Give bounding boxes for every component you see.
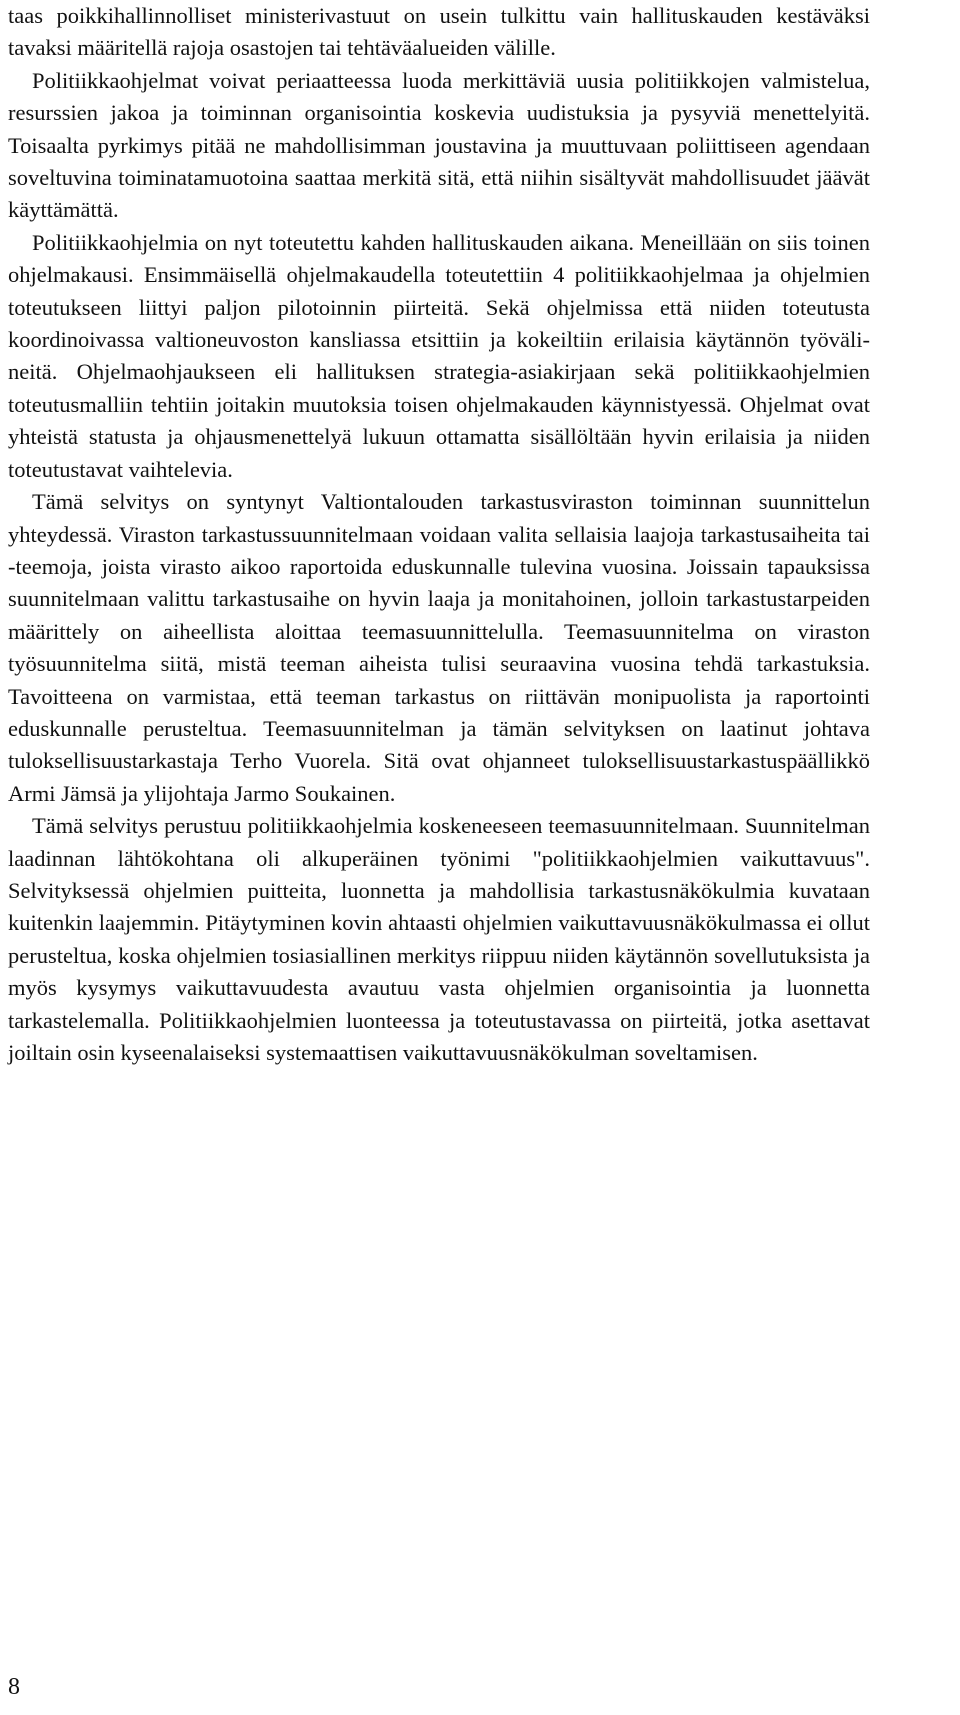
paragraph-selvitys-tausta: Tämä selvitys on syntynyt Valtiontalouden tarkastusviraston toiminnan suunnittelun yhteydessä. Viraston tarkastussuunnitelmaan voidaan valita sellaisia laajoja tarkastusaiheita tai -teemoja, joista virasto aikoo raportoida eduskunnalle tulevina vuosina. Joissain tapauksissa suunnitelmaan valittu tarkastusaihe on hyvin laaja ja monitahoinen, jolloin tarkastustarpeiden määrittely on aiheellista aloittaa teemasuunnittelulla. Teemasuunnitelma on viraston työsuunnitelma siitä, mistä teeman aiheista tulisi seuraavina vuosina tehdä tarkastuksia. Tavoitteena on varmistaa, että teeman tarkastus on riittävän monipuolista ja raportointi eduskunnalle perusteltua. Teemasuunnitelman ja tämän selvityksen on laatinut johtava tuloksellisuustarkastaja Terho Vuorela. Sitä ovat ohjanneet tuloksellisuustarkastuspäällikkö Armi Jämsä ja ylijohtaja Jarmo Soukainen. bbox=[8, 489, 870, 806]
paragraph-politiikkaohjelmat: Politiikkaohjelmat voivat periaatteessa luoda merkittäviä uusia politiikkojen valmistelua, resurssien jakoa ja toiminnan organisointia koskevia uudistuksia ja pysyviä menettelyitä. Toisaalta pyrkimys pitää ne mahdollisimman joustavina ja muuttuvaan poliittiseen agendaan soveltuvina toiminatamuotoina saattaa merkitä sitä, että niihin sisältyvät mahdollisuudet jäävät käyttämättä. bbox=[8, 67, 870, 223]
paragraph-selvitys-perusta: Tämä selvitys perustuu politiikkaohjelmia koskeneeseen teemasuunnitelmaan. Suunnitelman laadinnan lähtökohtana oli alkuperäinen työnimi "politiikkaohjelmien vaikuttavuus". Selvityksessä ohjelmien puitteita, luonnetta ja mahdollisia tarkastusnäkökulmia kuvataan kuitenkin laajemmin. Pitäytyminen kovin ahtaasti ohjelmien vaikuttavuusnäkökulmassa ei ollut perusteltua, koska ohjelmien tosiasiallinen merkitys riippuu niiden käytännön sovellutuksista ja myös kysymys vaikuttavuudesta avautuu vasta ohjelmien organisointia ja luonnetta tarkastelemalla. Politiikkaohjelmien luonteessa ja toteutustavassa on piirteitä, jotka asettavat joiltain osin kyseenalaiseksi systemaattisen vaikuttavuusnäkökulman soveltamisen. bbox=[8, 813, 870, 1065]
document-body bbox=[8, 0, 870, 1069]
page-number: 8 bbox=[8, 1674, 20, 1700]
paragraph-continuation: taas poikkihallinnolliset ministerivastuut on usein tulkittu vain hallituskauden kestäväksi tavaksi määritellä rajoja osastojen tai tehtäväalueiden välille. bbox=[8, 3, 870, 61]
paragraph-ohjelmakausi: Politiikkaohjelmia on nyt toteutettu kahden hallituskauden aikana. Meneillään on siis toinen ohjelmakausi. Ensimmäisellä ohjelmakaudella toteutettiin 4 politiikkaohjelmaa ja ohjelmien toteutukseen liittyi paljon pilotoinnin piirteitä. Sekä ohjelmissa että niiden toteutusta koordinoivassa valtioneuvoston kansliassa etsittiin ja kokeiltiin erilaisia käytännön työvälineitä. Ohjelmaohjaukseen eli hallituksen strategia-asiakirjaan sekä politiikkaohjelmien toteutusmalliin tehtiin joitakin muutoksia toisen ohjelmakauden käynnistyessä. Ohjelmat ovat yhteistä statusta ja ohjausmenettelyä lukuun ottamatta sisällöltään hyvin erilaisia ja niiden toteutustavat vaihtelevia. bbox=[8, 229, 870, 482]
